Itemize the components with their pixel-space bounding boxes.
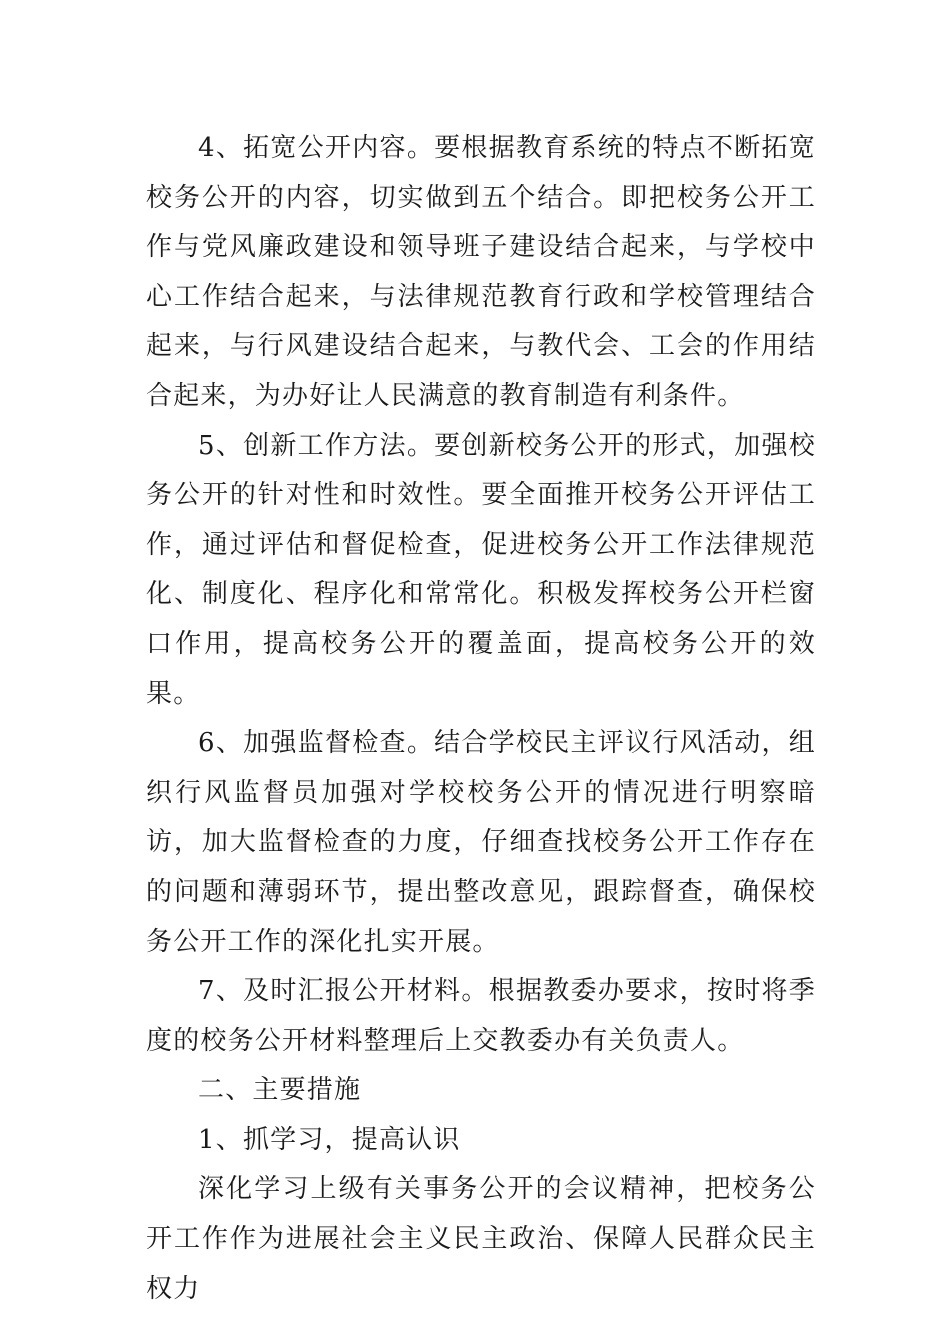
paragraph-timely-report: 7、及时汇报公开材料。根据教委办要求，按时将季度的校务公开材料整理后上交教委办有关负责人。 [146, 976, 816, 1056]
paragraph-expand-content: 4、拓宽公开内容。要根据教育系统的特点不断拓宽校务公开的内容，切实做到五个结合。即把校务公开工作与党风廉政建设和领导班子建设结合起来，与学校中心工作结合起来，与法律规范教育行政和学校管理结合起来，与行风建设结合起来，与教代会、工会的作用结合起来，为办好让人民满意的教育制造有利条件。 [146, 133, 816, 411]
subheading-study: 1、抓学习，提高认识 [198, 1124, 461, 1155]
paragraph-innovate-methods: 5、创新工作方法。要创新校务公开的形式，加强校务公开的针对性和时效性。要全面推开校务公开评估工作，通过评估和督促检查，促进校务公开工作法律规范化、制度化、程序化和常常化。积极发挥校务公开栏窗口作用，提高校务公开的覆盖面，提高校务公开的效果。 [146, 430, 816, 709]
document-page [146, 124, 816, 1314]
section-heading-main-measures: 二、主要措施 [198, 1075, 362, 1106]
paragraph-deepen-study: 深化学习上级有关事务公开的会议精神，把校务公开工作作为进展社会主义民主政治、保障人民群众民主权力 [146, 1174, 816, 1304]
paragraph-strengthen-supervision: 6、加强监督检查。结合学校民主评议行风活动，组织行风监督员加强对学校校务公开的情况进行明察暗访，加大监督检查的力度，仔细查找校务公开工作存在的问题和薄弱环节，提出整改意见，跟踪督查，确保校务公开工作的深化扎实开展。 [146, 728, 816, 957]
